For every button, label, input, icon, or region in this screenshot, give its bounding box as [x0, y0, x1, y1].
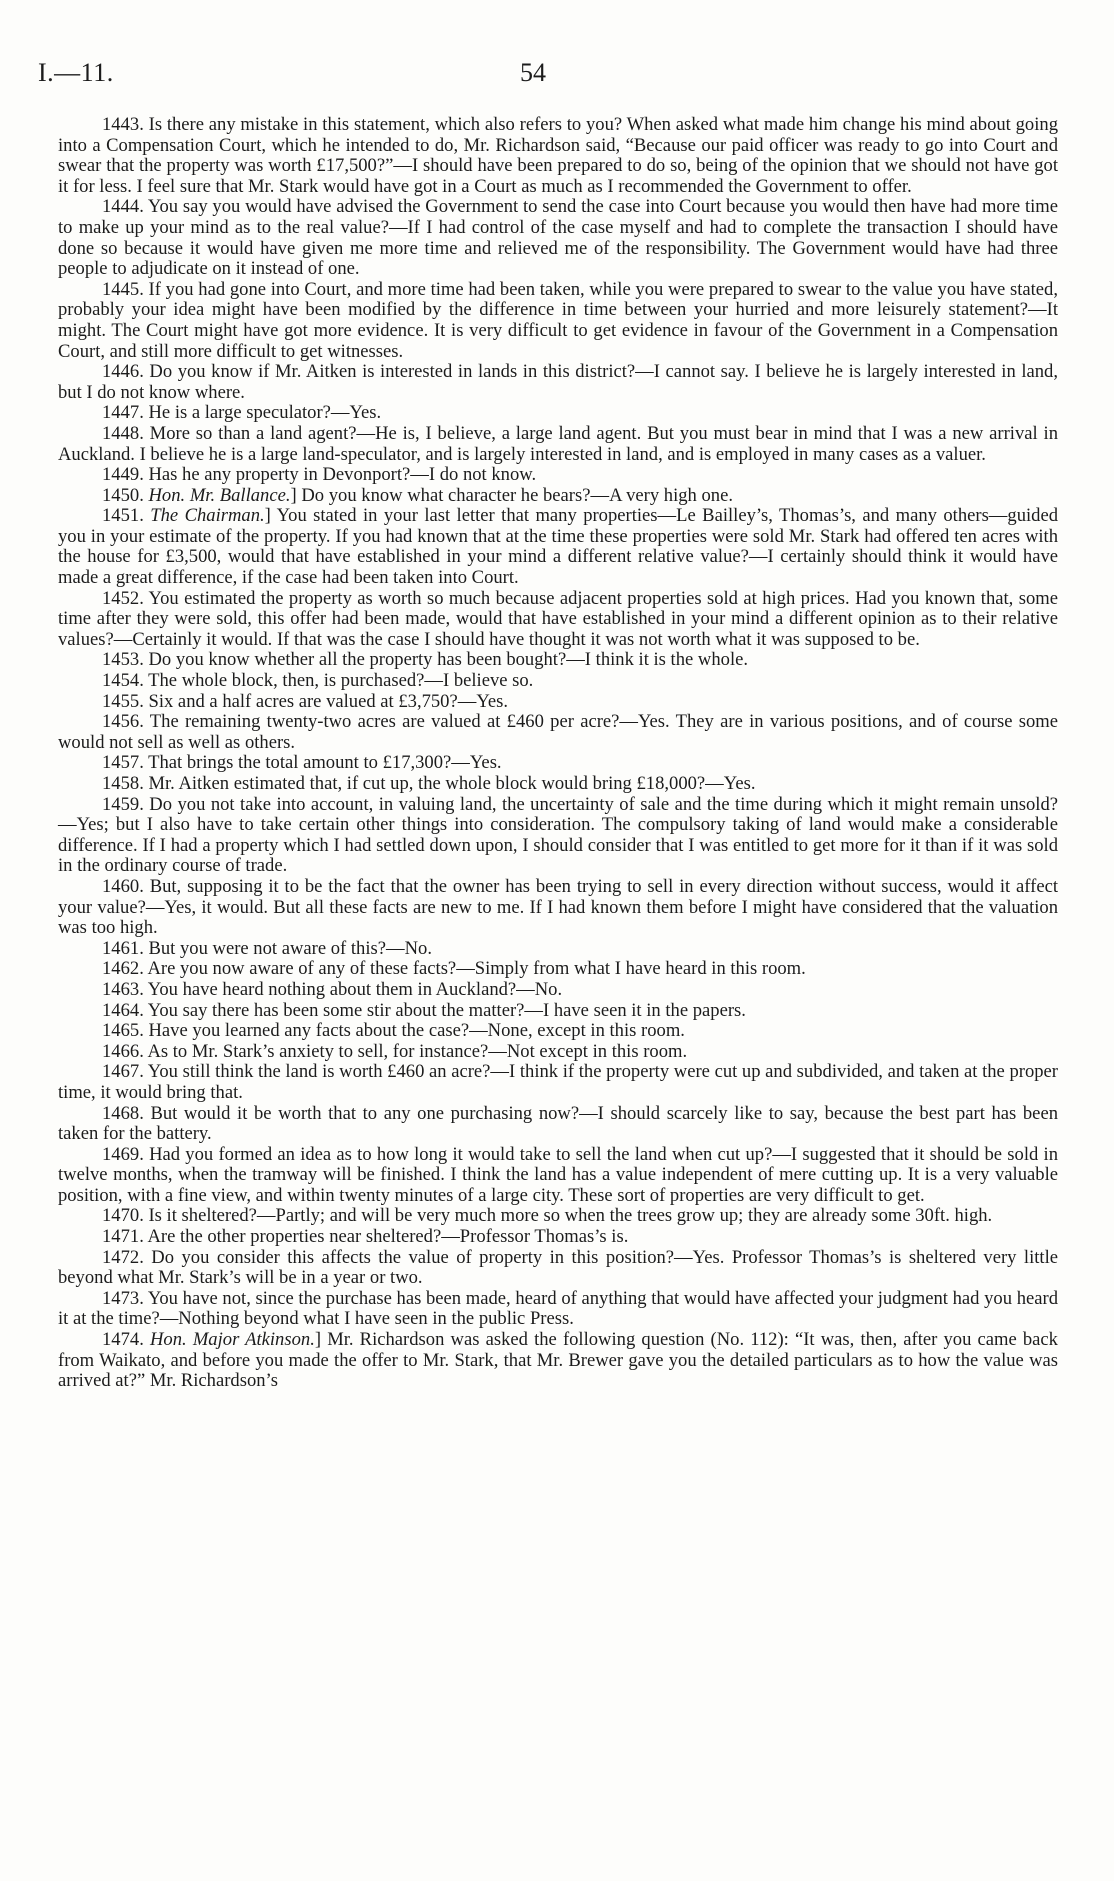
question-paragraph	[58, 959, 1058, 980]
question-paragraph	[58, 1145, 1058, 1207]
question-paragraph	[58, 197, 1058, 279]
paragraph-text: 1468. But would it be worth that to any one purchasing now?—I should scarcely like to say, because the best part has been taken for the battery.	[58, 1102, 1058, 1145]
paragraph-text: 1466. As to Mr. Stark’s anxiety to sell, for instance?—Not except in this room.	[102, 1040, 688, 1062]
paragraph-text: 1459. Do you not take into account, in valuing land, the uncertainty of sale and the time during which it might remain unsold?—Yes; but I also have to take certain other things into consideration. The compulsory taking of land would make a considerable difference. If I had a property which I had settled down upon, I should consider that I was entitled to get more for it than if it was sold in the ordinary course of trade.	[58, 793, 1058, 877]
paragraph-text: 1463. You have heard nothing about them in Auckland?—No.	[102, 978, 563, 1000]
paragraph-text: 1461. But you were not aware of this?—No.	[102, 937, 432, 959]
paragraph-text: Mr. Richardson was asked the following question (No. 112): “It was, then, after you came back from Waikato, and before you made the offer to Mr. Stark, that Mr. Brewer gave you the detailed particulars as to how the value was arrived at?” Mr. Richardson’s	[58, 1329, 1058, 1392]
question-paragraph	[58, 465, 1058, 486]
question-number: 1450.	[102, 484, 144, 506]
speaker-name: Hon. Major Atkinson.	[150, 1329, 315, 1351]
paragraph-text: 1464. You say there has been some stir about the matter?—I have seen it in the papers.	[102, 999, 746, 1021]
question-paragraph	[58, 980, 1058, 1001]
paragraph-text: 1467. You still think the land is worth £460 an acre?—I think if the property were cut up and subdivided, and taken at the proper time, it would bring that.	[58, 1061, 1058, 1103]
question-paragraph	[58, 362, 1058, 403]
paragraph-text: 1470. Is it sheltered?—Partly; and will be very much more so when the trees grow up; they are already some 30ft. high.	[102, 1205, 993, 1227]
paragraph-text: 1473. You have not, since the purchase has been made, heard of anything that would have affected your judgment had you heard it at the time?—Nothing beyond what I have seen in the public Press.	[58, 1287, 1058, 1330]
question-paragraph	[58, 1206, 1058, 1227]
question-paragraph	[58, 1289, 1058, 1330]
paragraph-text: 1472. Do you consider this affects the value of property in this position?—Yes. Professor Thomas’s is sheltered very little beyond what Mr. Stark’s will be in a year or two.	[58, 1246, 1058, 1289]
question-paragraph: 1474. Hon. Major Atkinson.] Mr. Richardson was asked the following question (No. 112): “It was, then, after you came back from Waikato, and before you made the offer to Mr. Stark, that Mr. Brewer gave you the detailed particulars as to how the value was arrived at?” Mr. Richardson’s	[58, 1329, 1058, 1392]
paragraph-text: 1455. Six and a half acres are valued at £3,750?—Yes.	[102, 690, 509, 712]
paragraph-text: 1456. The remaining twenty-two acres are valued at £460 per acre?—Yes. They are in various positions, and of course some would not sell as well as others.	[58, 711, 1058, 753]
question-paragraph	[58, 280, 1058, 362]
paragraph-text: 1471. Are the other properties near sheltered?—Professor Thomas’s is.	[102, 1226, 629, 1248]
paragraph-text: 1446. Do you know if Mr. Aitken is interested in lands in this district?—I cannot say. I believe he is largely interested in land, but I do not know where.	[58, 361, 1058, 403]
question-paragraph	[58, 1021, 1058, 1042]
speaker-name: The Chairman.	[150, 505, 265, 527]
paragraph-text: 1469. Had you formed an idea as to how long it would take to sell the land when cut up?—I suggested that it should be sold in twelve months, when the tramway will be finished. I think the land has a value independent of mere cutting up. It is a very valuable position, with a fine view, and within twenty minutes of a large city. These sort of properties are very difficult to get.	[58, 1143, 1058, 1206]
paragraph-text: 1465. Have you learned any facts about the case?—None, except in this room.	[102, 1020, 685, 1042]
minutes-body	[58, 115, 1058, 1392]
paragraph-text: 1452. You estimated the property as worth so much because adjacent properties sold at high prices. Had you known that, some time after they were sold, this offer had been made, would that have established in your mind a different opinion as to their relative values?—Certainly it would. If that was the case I should have thought it was not worth what it was supposed to be.	[58, 587, 1058, 650]
paragraph-text: Do you know what character he bears?—A very high one.	[301, 484, 734, 506]
question-number: 1474.	[102, 1329, 144, 1351]
question-paragraph	[58, 1001, 1058, 1022]
question-paragraph	[58, 671, 1058, 692]
question-paragraph: 1451. The Chairman.] You stated in your last letter that many properties—Le Bailley’s, Thomas’s, and many others—guided you in your estimate of the property. If you had known that at the time these properties were sold Mr. Stark had offered ten acres with the house for £3,500, would that have established in your mind a different relative value?—I certainly should think it would have made a great difference, if the case had been taken into Court.	[58, 505, 1058, 589]
paragraph-text: 1447. He is a large speculator?—Yes.	[102, 402, 382, 424]
question-paragraph	[58, 692, 1058, 713]
question-number: 1451.	[102, 505, 144, 527]
paragraph-text: 1460. But, supposing it to be the fact that the owner has been trying to sell in every direction without success, would it affect your value?—Yes, it would. But all these facts are new to me. If I had known them before I might have considered that the valuation was too high.	[58, 875, 1058, 939]
question-paragraph	[58, 1042, 1058, 1063]
page-number: 54	[520, 58, 546, 87]
question-paragraph	[58, 424, 1058, 465]
question-paragraph: 1450. Hon. Mr. Ballance.] Do you know what character he bears?—A very high one.	[102, 484, 734, 506]
question-paragraph	[58, 403, 1058, 424]
question-paragraph	[58, 650, 1058, 671]
paragraph-text: 1448. More so than a land agent?—He is, I believe, a large land agent. But you must bear in mind that I was a new arrival in Auckland. I believe he is a large land-speculator, and is largely interested in land, and is employed in many cases as a valuer.	[58, 422, 1058, 465]
paragraph-text: 1445. If you had gone into Court, and more time had been taken, while you were prepared to swear to the value you have stated, probably your idea might have been modified by the difference in time between your hurried and more leisurely statement?—It might. The Court might have got more evidence. It is very difficult to get evidence in favour of the Government in a Compensation Court, and still more difficult to get witnesses.	[58, 278, 1058, 362]
paragraph-text: 1444. You say you would have advised the Government to send the case into Court because you would then have had more time to make up your mind as to the real value?—If I had control of the case myself and had to complete the transaction I should have done so because it would have given me more time and relieved me of the responsibility. The Government would have had three people to adjudicate on it instead of one.	[58, 196, 1058, 280]
speaker-name: Hon. Mr. Ballance.	[148, 484, 291, 506]
paper-code: I.—11.	[38, 58, 114, 87]
paragraph-text: 1454. The whole block, then, is purchased?—I believe so.	[102, 670, 534, 692]
question-paragraph	[58, 774, 1058, 795]
question-paragraph	[58, 877, 1058, 939]
paragraph-text: 1453. Do you know whether all the property has been bought?—I think it is the whole.	[102, 649, 749, 671]
question-paragraph	[58, 939, 1058, 960]
paragraph-text: 1443. Is there any mistake in this statement, which also refers to you? When asked what made him change his mind about going into a Compensation Court, which he intended to do, Mr. Richardson said, “Because our paid officer was ready to go into Court and swear that the property was worth £17,500?”—I should have been prepared to do so, being of the opinion that we should not have got it for less. I feel sure that Mr. Stark would have got in a Court as much as I recommended the Government to offer.	[58, 114, 1058, 197]
question-paragraph	[58, 753, 1058, 774]
question-paragraph	[58, 712, 1058, 753]
paragraph-text: 1462. Are you now aware of any of these facts?—Simply from what I have heard in this room.	[102, 958, 806, 980]
paragraph-text: You stated in your last letter that many properties—Le Bailley’s, Thomas’s, and many others—guided you in your estimate of the property. If you had known that at the time these properties were sold Mr. Stark had offered ten acres with the house for £3,500, would that have established in your mind a different relative value?—I certainly should think it would have made a great difference, if the case had been taken into Court.	[58, 505, 1058, 589]
question-paragraph	[58, 1104, 1058, 1145]
question-paragraph	[58, 1062, 1058, 1103]
question-paragraph	[58, 589, 1058, 651]
page-header	[38, 58, 1078, 98]
question-paragraph	[58, 795, 1058, 877]
paragraph-text: 1457. That brings the total amount to £17,300?—Yes.	[102, 752, 502, 774]
paragraph-text: 1449. Has he any property in Devonport?—I do not know.	[102, 464, 537, 486]
paragraph-text: 1458. Mr. Aitken estimated that, if cut up, the whole block would bring £18,000?—Yes.	[102, 773, 756, 794]
question-paragraph	[58, 115, 1058, 197]
question-paragraph	[58, 1227, 1058, 1248]
question-paragraph	[58, 1248, 1058, 1289]
